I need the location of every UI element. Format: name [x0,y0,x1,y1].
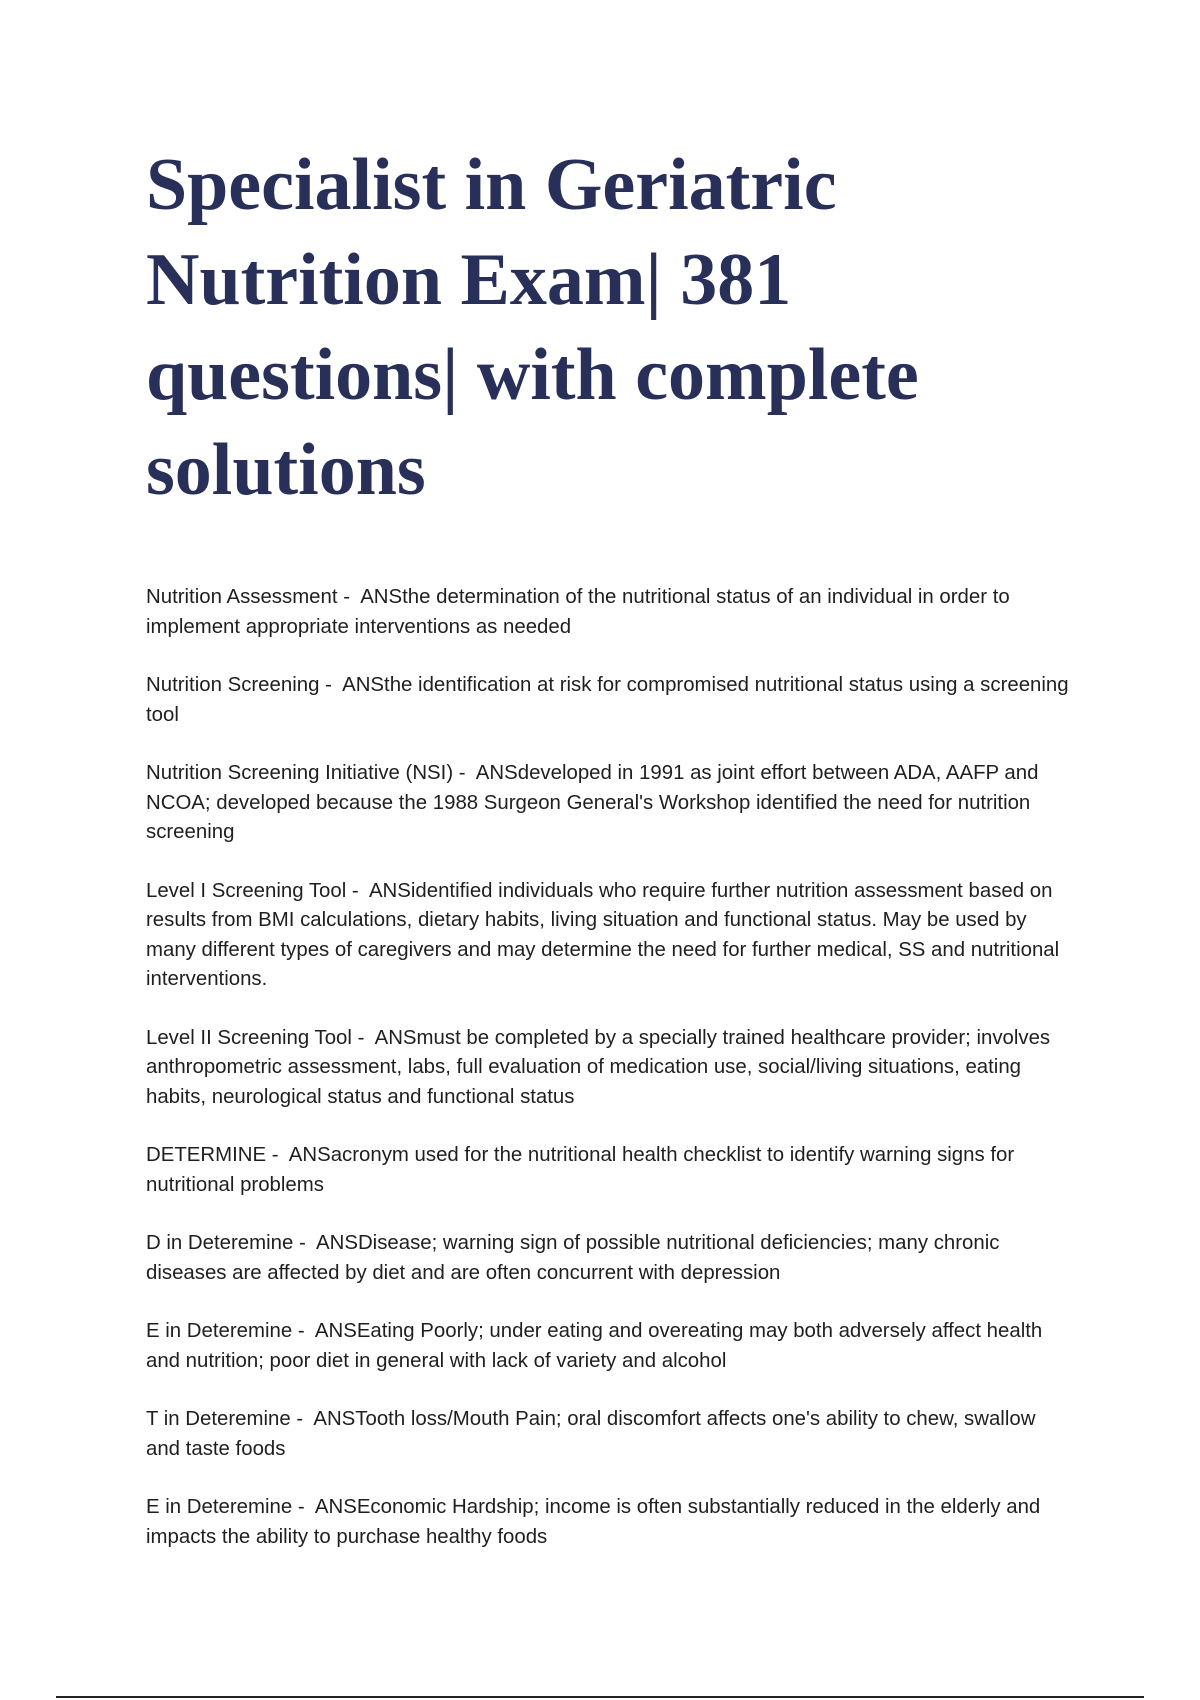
entry-separator: - [290,1408,314,1430]
entry-term: E in Deteremine [146,1320,293,1342]
entry-separator: - [319,674,343,696]
entry-answer: Disease; warning sign of possible nutritional deficiencies; many chronic diseases are affected by diet and are often concurrent with depression [146,1232,1000,1284]
entry-answer: Economic Hardship; income is often substantially reduced in the elderly and impacts the ability to purchase healthy foods [146,1496,1041,1548]
entry-answer-prefix: ANS [368,879,411,902]
entry-answer: developed in 1991 as joint effort between ADA, AAFP and NCOA; developed because the 1988 Surgeon General's Workshop identified the need for nutrition screening [146,762,1039,843]
entry-term: Nutrition Screening [146,674,320,696]
entry-term: Level II Screening Tool [146,1026,352,1049]
entry-answer: acronym used for the nutritional health checklist to identify warning signs for nutritional problems [146,1144,1015,1196]
flashcard-list [146,583,1071,1581]
flashcard-entry [146,759,1071,848]
entry-term: Nutrition Screening Initiative (NSI) [146,762,454,784]
flashcard-entry [146,671,1071,730]
flashcard-entry [146,1405,1071,1464]
entry-separator: - [292,1496,315,1518]
entry-answer-prefix: ANS [314,1320,357,1342]
entry-answer-prefix: ANS [316,1232,358,1254]
entry-answer: Eating Poorly; under eating and overeating may both adversely affect health and nutrition; poor diet in general with lack of variety and alcohol [146,1320,1043,1372]
entry-separator: - [453,762,476,784]
entry-answer: must be completed by a specially trained healthcare provider; involves anthropometric assessment, labs, full evaluation of medication use, social/living situations, eating habits, neurological status and functional status [146,1026,1051,1108]
entry-separator: - [337,586,361,608]
entry-separator: - [346,879,369,902]
flashcard-entry [146,1493,1071,1552]
entry-answer: Tooth loss/Mouth Pain; oral discomfort affects one's ability to chew, swallow and taste foods [146,1408,1036,1460]
entry-separator: - [292,1320,315,1342]
flashcard-entry [146,1229,1071,1288]
entry-answer-prefix: ANS [475,762,518,784]
entry-answer-prefix: ANS [374,1026,417,1049]
entry-term: E in Deteremine [146,1496,293,1518]
entry-answer: the identification at risk for compromised nutritional status using a screening tool [146,674,1069,726]
entry-term: Nutrition Assessment [146,586,338,608]
entry-separator: - [351,1026,375,1049]
entry-term: D in Deteremine [146,1232,294,1254]
flashcard-entry [146,1141,1071,1200]
document-title: Specialist in Geriatric Nutrition Exam| 381 questions| with complete solutions [146,144,919,511]
flashcard-entry [146,877,1071,995]
entry-separator: - [293,1232,316,1254]
footer-divider [56,1696,1144,1698]
entry-answer-prefix: ANS [313,1408,356,1430]
entry-answer-prefix: ANS [360,586,403,608]
entry-answer-prefix: ANS [314,1496,357,1518]
entry-answer: the determination of the nutritional status of an individual in order to implement appropriate interventions as needed [146,586,1010,638]
entry-term: T in Deteremine [146,1408,291,1430]
flashcard-entry [146,583,1071,642]
entry-answer-prefix: ANS [288,1144,331,1166]
entry-term: Level I Screening Tool [146,879,347,902]
flashcard-entry [146,1317,1071,1376]
entry-answer: identified individuals who require further nutrition assessment based on results from BMI calculations, dietary habits, living situation and functional status. May be used by many different types of caregivers and may determine the need for further medical, SS and nutritional interventions. [146,879,1060,990]
entry-separator: - [266,1144,289,1166]
flashcard-entry [146,1024,1071,1113]
entry-answer-prefix: ANS [342,674,385,696]
entry-term: DETERMINE [146,1144,267,1166]
